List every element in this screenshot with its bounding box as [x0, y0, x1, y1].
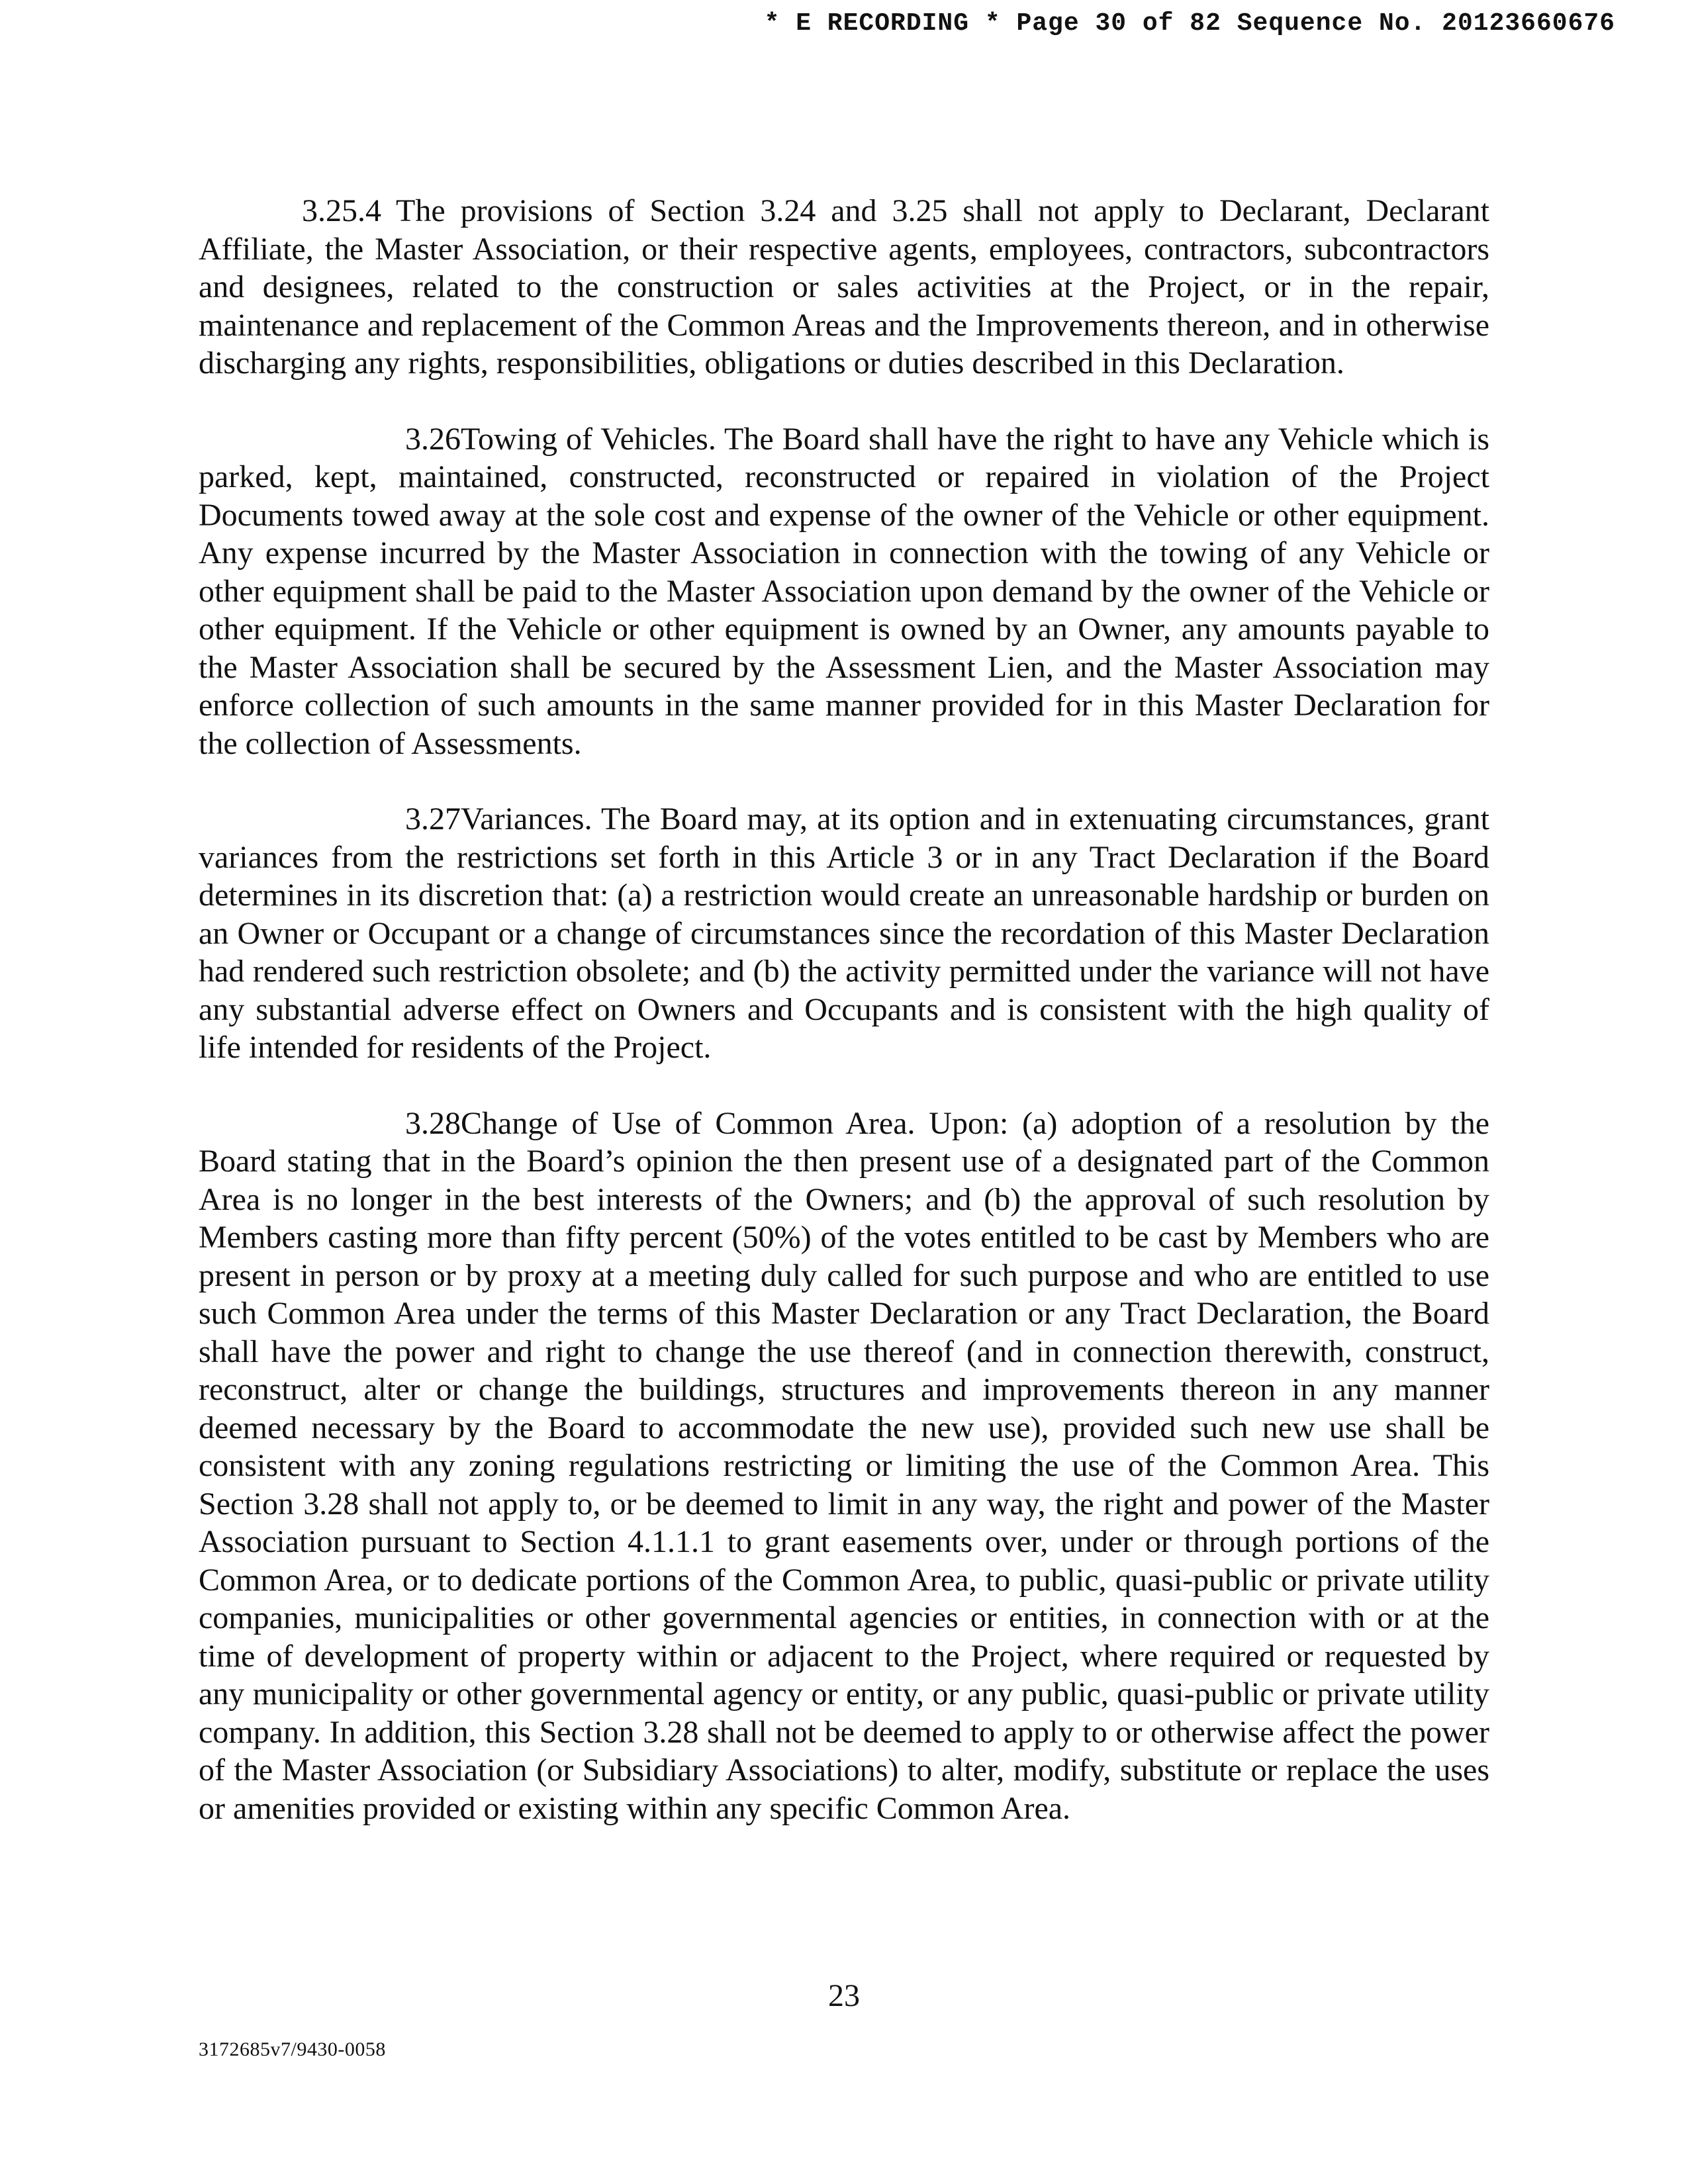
section-number: 3.27 — [405, 801, 461, 837]
section-text: Variances. The Board may, at its option and in extenuating circumstances, grant variances from the restrictions set forth in this Article 3 or in any Tract Declaration if the Board determines in its discretion that: (a) a restriction would create an unreasonable hardship or burden on an Owner or Occupant or a change of circumstances since the recordation of this Master Declaration had rendered such restriction obsolete; and (b) the activity permitted under the variance will not have any substantial adverse effect on Owners and Occupants and is consistent with the high quality of life intended for residents of the Project. — [199, 801, 1489, 1065]
section-3-27-paragraph — [199, 800, 1489, 1067]
section-text: Towing of Vehicles. The Board shall have the right to have any Vehicle which is parked, kept, maintained, constructed, reconstructed or repaired in violation of the Project Documents towed away at the sole cost and expense of the owner of the Vehicle or other equipment. Any expense incurred by the Master Association in connection with the towing of any Vehicle or other equipment shall be paid to the Master Association upon demand by the owner of the Vehicle or other equipment. If the Vehicle or other equipment is owned by an Owner, any amounts payable to the Master Association shall be secured by the Assessment Lien, and the Master Association may enforce collection of such amounts in the same manner provided for in this Master Declaration for the collection of Assessments. — [199, 421, 1489, 761]
recording-header: * E RECORDING * Page 30 of 82 Sequence No. 20123660676 — [764, 9, 1615, 38]
section-3-25-4-paragraph — [199, 192, 1489, 383]
section-3-28-paragraph — [199, 1105, 1489, 1828]
page-number: 23 — [828, 1978, 860, 2013]
section-text: Change of Use of Common Area. Upon: (a) adoption of a resolution by the Board stating that in the Board’s opinion the then present use of a designated part of the Common Area is no longer in the best interests of the Owners; and (b) the approval of such resolution by Members casting more than fifty percent (50%) of the votes entitled to be cast by Members who are present in person or by proxy at a meeting duly called for such purpose and who are entitled to use such Common Area under the terms of this Master Declaration or any Tract Declaration, the Board shall have the power and right to change the use thereof (and in connection therewith, construct, reconstruct, alter or change the buildings, structures and improvements thereon in any manner deemed necessary by the Board to accommodate the new use), provided such new use shall be consistent with any zoning regulations restricting or limiting the use of the Common Area. This Section 3.28 shall not apply to, or be deemed to limit in any way, the right and power of the Master Association pursuant to Section 4.1.1.1 to grant easements over, under or through portions of the Common Area, or to dedicate portions of the Common Area, to public, quasi-public or private utility companies, municipalities or other governmental agencies or entities, in connection with or at the time of development of property within or adjacent to the Project, where required or requested by any municipality or other governmental agency or entity, or any public, quasi-public or private utility company. In addition, this Section 3.28 shall not be deemed to apply to or otherwise affect the power of the Master Association (or Subsidiary Associations) to alter, modify, substitute or replace the uses or amenities provided or existing within any specific Common Area. — [199, 1105, 1489, 1826]
section-number: 3.28 — [405, 1105, 461, 1141]
document-id: 3172685v7/9430-0058 — [199, 2038, 386, 2060]
document-body — [199, 192, 1489, 1865]
section-number: 3.26 — [405, 421, 461, 457]
section-text: The provisions of Section 3.24 and 3.25 shall not apply to Declarant, Declarant Affiliate, the Master Association, or their respective agents, employees, contractors, subcontractors and designees, related to the construction or sales activities at the Project, or in the repair, maintenance and replacement of the Common Areas and the Improvements thereon, and in otherwise discharging any rights, responsibilities, obligations or duties described in this Declaration. — [199, 193, 1489, 381]
section-3-26-paragraph — [199, 420, 1489, 763]
section-number: 3.25.4 — [302, 193, 381, 228]
